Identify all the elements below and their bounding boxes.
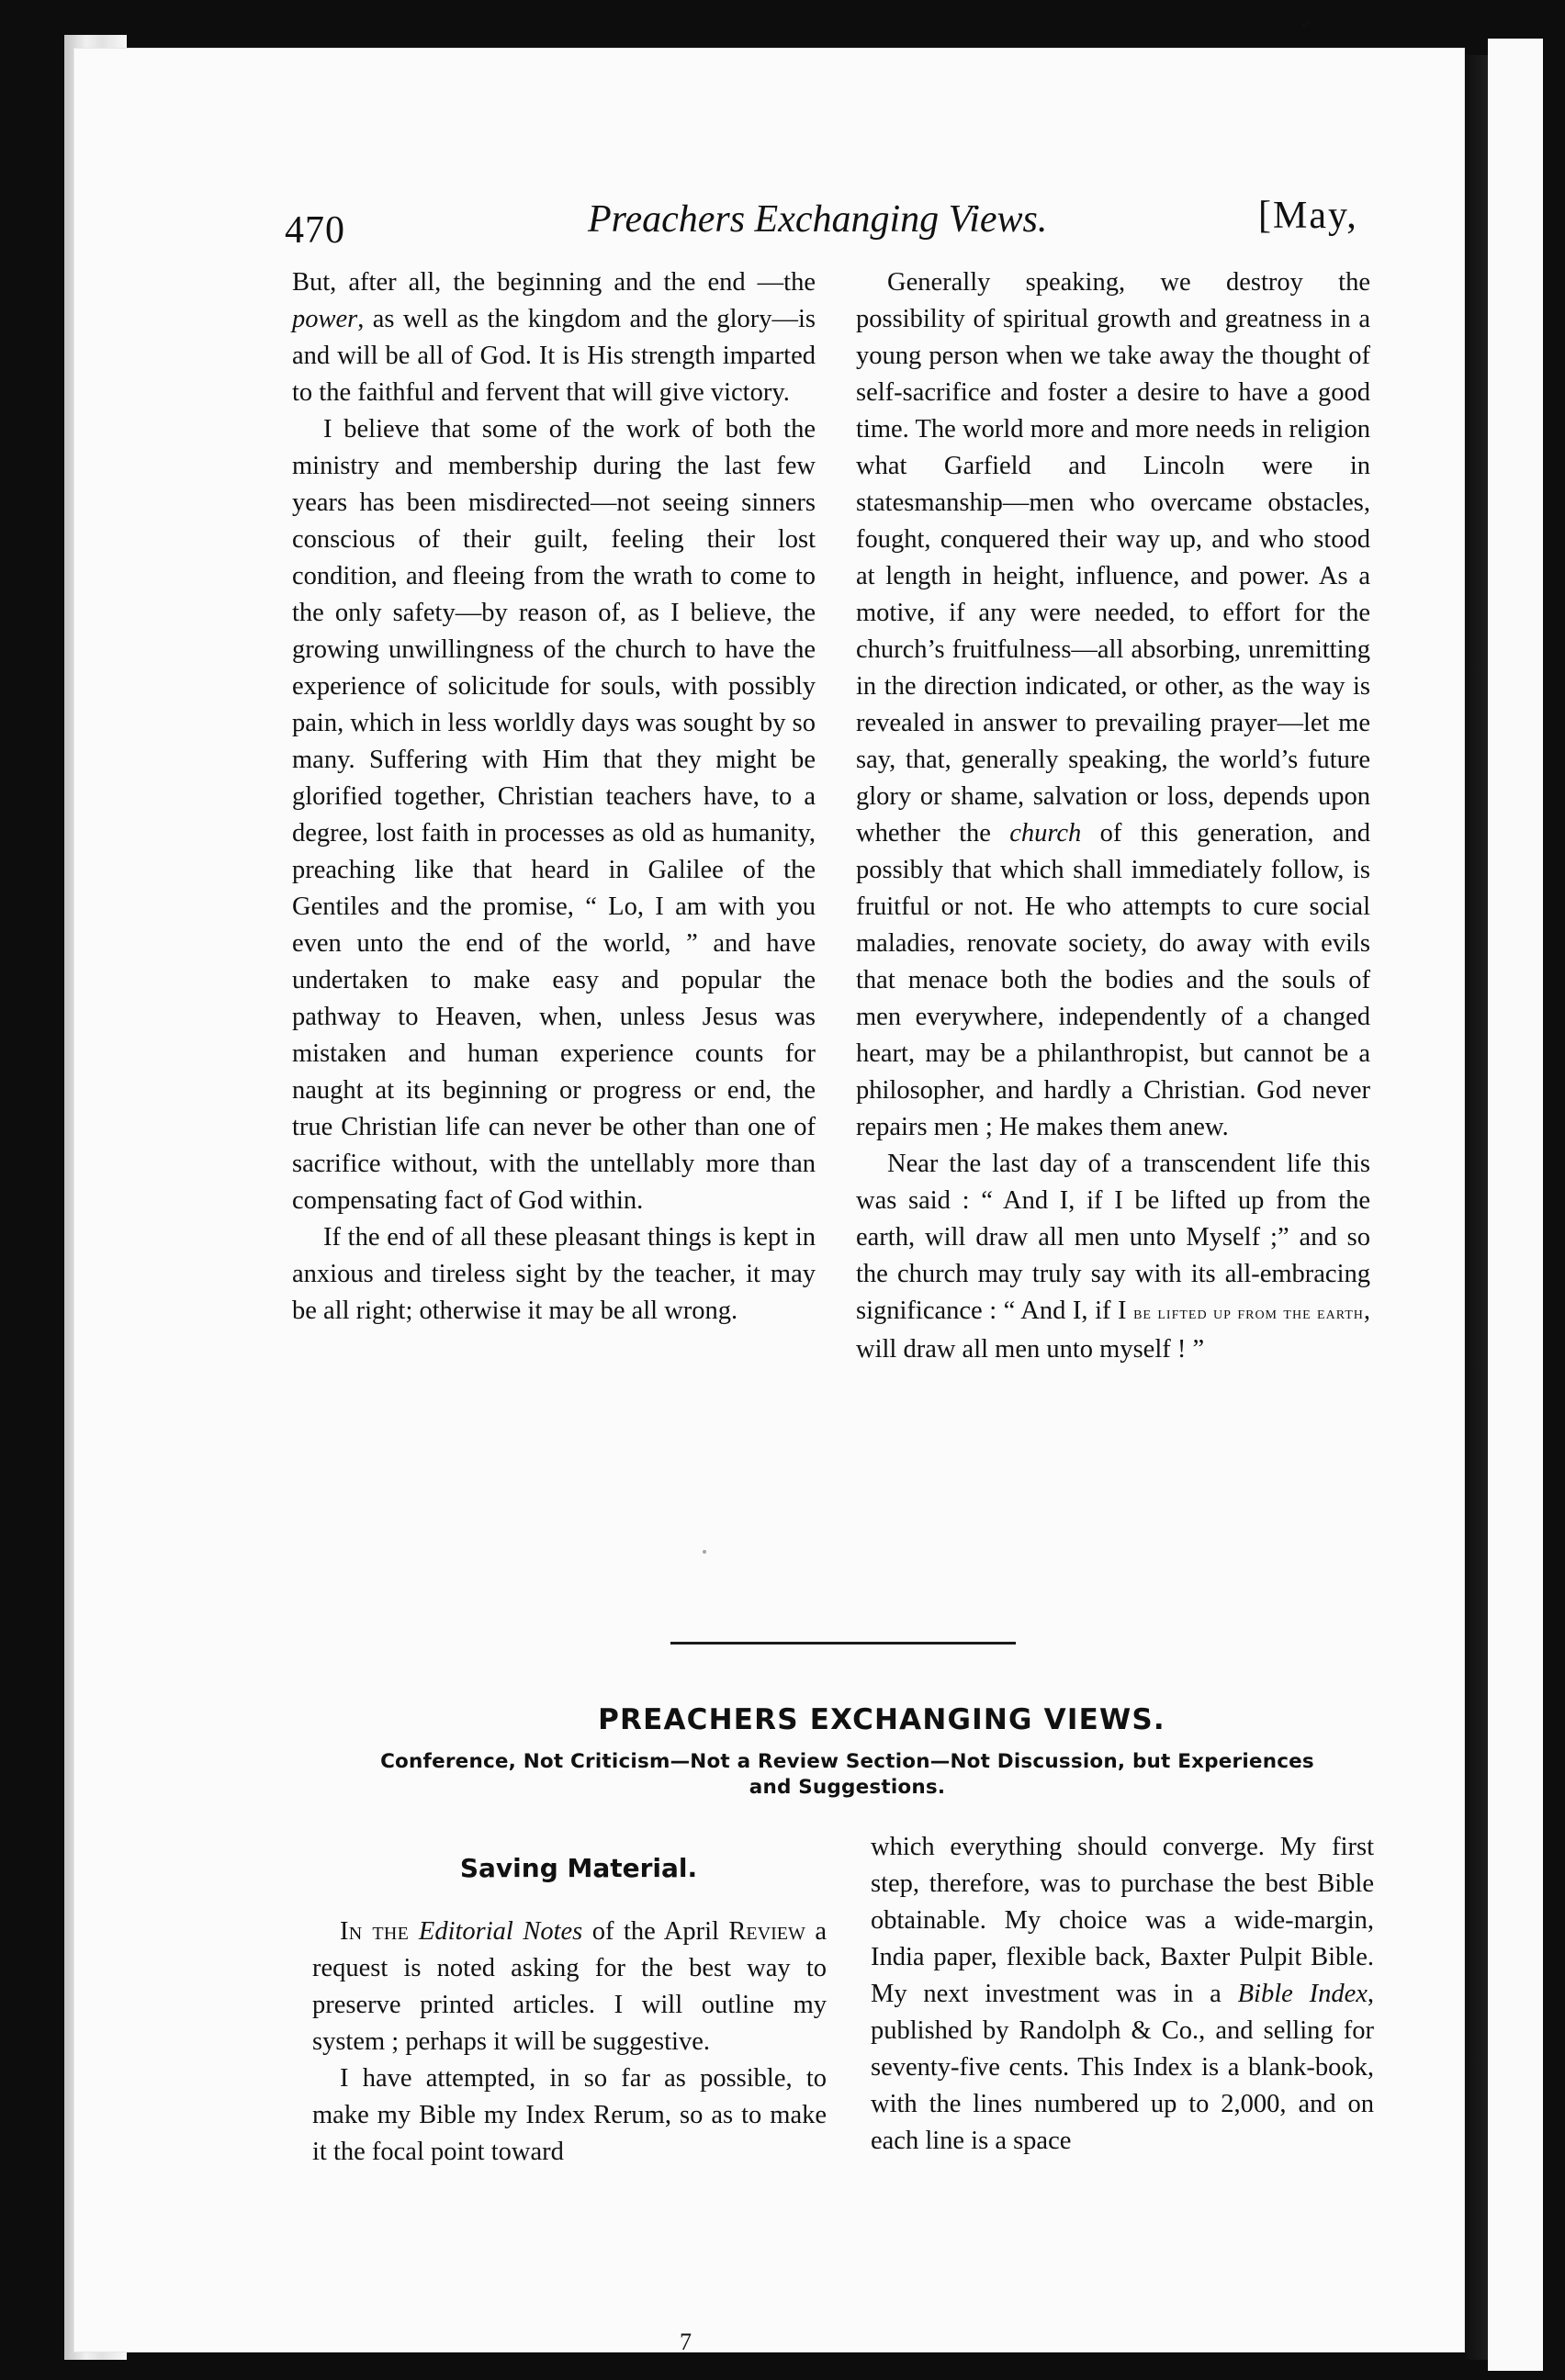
- running-title: Preachers Exchanging Views.: [588, 198, 1048, 241]
- editorial-notes-title: Editorial Notes: [418, 1917, 583, 1946]
- bottom-scan-mark: 7: [680, 2329, 692, 2355]
- saving-material-right-column: [871, 1829, 1374, 2160]
- saving-material-right-text: which everything should converge. My first step, therefore, was to purchase the best Bible obtainable. My choice was a wide-margin, India paper, flexible back, Baxter Pulpit Bible. My next investment was in a: [871, 1833, 1374, 2008]
- section-title: PREACHERS EXCHANGING VIEWS.: [598, 1703, 1165, 1736]
- scan-dust-mark: [703, 1550, 706, 1554]
- review-word: Review: [728, 1917, 805, 1946]
- left-paragraph-1: [292, 264, 816, 411]
- right-column: [856, 264, 1370, 1368]
- power-emphasis: power: [292, 305, 358, 333]
- right-paragraph-2-end: , will draw all men unto myself ! ”: [856, 1297, 1371, 1364]
- section-divider-rule: [670, 1642, 1016, 1645]
- right-paragraph-2-start: Near the last day of a transcendent life this was said : “ And I, if I be lifted up from the earth, will draw all men unto Myself ;” and so the church may truly say with its all-embracing significance : “ And I, if I: [856, 1150, 1370, 1325]
- left-paragraph-3: If the end of all these pleasant things is kept in anxious and tireless sight by the teacher, it may be all right; otherwise it may be all wrong.: [292, 1223, 816, 1325]
- left-column: [292, 264, 816, 1330]
- saving-material-right-continuation: , published by Randolph & Co., and selling for seventy-five cents. This Index is a blank-book, with the lines numbered up to 2,000, and on each line is a space: [871, 1980, 1374, 2155]
- small-caps-phrase: be lifted up from the earth: [1133, 1303, 1364, 1323]
- page-gutter: [1465, 55, 1488, 2360]
- right-paragraph-1: [856, 264, 1370, 1146]
- adjacent-page-edge: [1488, 39, 1543, 2371]
- left-paragraph-1-text: But, after all, the beginning and the end —the: [292, 268, 816, 297]
- right-paragraph-1-text: Generally speaking, we destroy the possibility of spiritual growth and greatness in a young person when we take away the thought of self-sacrifice and foster a desire to have a good time. The world more and more needs in religion what Garfield and Lincoln were in statesmanship—men who overcame obstacles, fought, conquered their way up, and who stood at length in height, influence, and power. As a motive, if any were needed, to effort for the church’s fruitfulness—all absorbing, unremitting in the direction indicated, or other, as the way is revealed in answer to prevailing prayer—let me say, that, generally speaking, the world’s future glory or shame, salvation or loss, depends upon whether the: [856, 268, 1370, 848]
- saving-material-paragraph-1: [312, 1914, 827, 2060]
- church-emphasis: church: [1009, 819, 1082, 848]
- right-paragraph-2: [856, 1146, 1370, 1368]
- page-number: 470: [285, 209, 345, 252]
- section-subtitle-line-2: and Suggestions.: [749, 1776, 946, 1799]
- saving-material-left-column: [312, 1914, 827, 2171]
- left-paragraph-2: I believe that some of the work of both the ministry and membership during the last few years has been misdirected—not seeing sinners conscious of their guilt, feeling their lost condition, and fleeing from the wrath to come to the only safety—by reason of, as I believe, the growing unwillingness of the church to have the experience of solicitude for souls, with possibly pain, which in less worldly days was sought by so many. Suffering with Him that they might be glorified together, Christian teachers have, to a degree, lost faith in processes as old as humanity, preaching like that heard in Galilee of the Gentiles and the promise, “ Lo, I am with you even unto the end of the world, ” and have undertaken to make easy and popular the pathway to Heaven, when, unless Jesus was mistaken and human experience counts for naught at its beginning or progress or end, the true Christian life can never be other than one of sacrifice without, with the untellably more than compensating fact of God within.: [292, 415, 816, 1215]
- saving-material-intro: In the: [340, 1917, 419, 1946]
- section-subtitle-line-1: Conference, Not Criticism—Not a Review Section—Not Discussion, but Experiences: [380, 1750, 1314, 1773]
- saving-material-heading: Saving Material.: [459, 1853, 698, 1883]
- page-header: [248, 188, 1378, 253]
- bible-index-title: Bible Index: [1237, 1980, 1368, 2008]
- left-paragraph-1-continuation: , as well as the kingdom and the glory—is and will be all of God. It is His strength imparted to the faithful and fervent that will give victory.: [292, 305, 816, 407]
- saving-material-paragraph-1-end: a request is noted asking for the best way to preserve printed articles. I will outline my system ; perhaps it will be suggestive.: [312, 1917, 827, 2056]
- section-subtitle: [312, 1749, 1382, 1801]
- saving-material-paragraph-1-mid: of the April: [582, 1917, 729, 1946]
- top-scan-mark: ✓: [1300, 15, 1314, 34]
- saving-material-paragraph-2: I have attempted, in so far as possible, to make my Bible my Index Rerum, so as to make it the focal point toward: [312, 2064, 827, 2166]
- month-label: [May,: [1258, 195, 1358, 237]
- right-paragraph-1-continuation: of this generation, and possibly that which shall immediately follow, is fruitful or not. He who attempts to cure social maladies, renovate society, do away with evils that menace both the bodies and the souls of men everywhere, independently of a changed heart, may be a philanthropist, but cannot be a philosopher, and hardly a Christian. God never repairs men ; He makes them anew.: [856, 819, 1370, 1141]
- saving-material-right-paragraph: [871, 1829, 1374, 2160]
